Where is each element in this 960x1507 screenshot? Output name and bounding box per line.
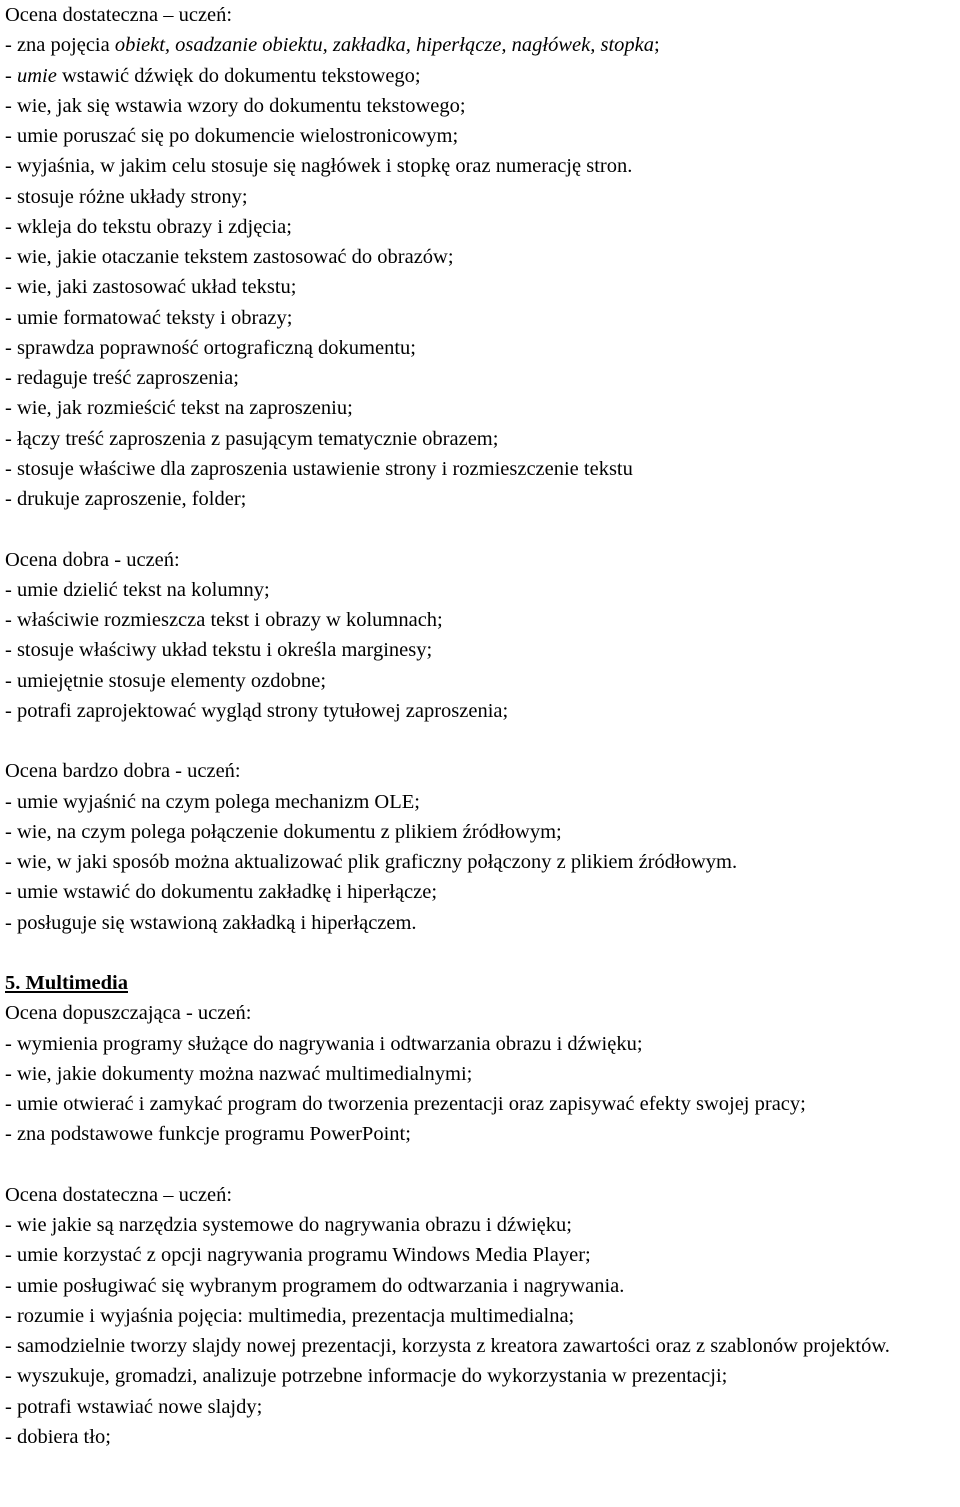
list-item: - wyszukuje, gromadzi, analizuje potrzebne informacje do wykorzystania w prezentacji; xyxy=(5,1365,728,1388)
list-item: - wie, jakie dokumenty można nazwać multimedialnymi; xyxy=(5,1062,473,1085)
list-item: - umie wstawić do dokumentu zakładkę i hiperłącze; xyxy=(5,881,438,904)
list-item: - wie, w jaki sposób można aktualizować plik graficzny połączony z plikiem źródłowym. xyxy=(5,851,738,873)
list-item: - posługuje się wstawioną zakładką i hiperłączem. xyxy=(5,911,417,934)
list-item: - wie, jaki zastosować układ tekstu; xyxy=(5,276,297,299)
list-item: - wie, na czym polega połączenie dokumentu z plikiem źródłowym; xyxy=(5,820,562,843)
list-item: - samodzielnie tworzy slajdy nowej prezentacji, korzysta z kreatora zawartości oraz z szablonów projektów. xyxy=(5,1335,890,1357)
spacer xyxy=(5,1150,960,1180)
grade-heading-dobra: Ocena dobra - uczeń: xyxy=(5,548,180,571)
list-item: - redaguje treść zaproszenia; xyxy=(5,367,239,389)
list-item: - stosuje właściwe dla zaproszenia ustawienie strony i rozmieszczenie tekstu xyxy=(5,457,633,480)
grade-heading-dostateczna: Ocena dostateczna – uczeń: xyxy=(5,4,233,26)
grade-heading-dostateczna-multimedia: Ocena dostateczna – uczeń: xyxy=(5,1183,233,1206)
list-item: - rozumie i wyjaśnia pojęcia: multimedia, prezentacja multimedialna; xyxy=(5,1304,575,1327)
list-item: - umie otwierać i zamykać program do tworzenia prezentacji oraz zapisywać efekty swojej pracy; xyxy=(5,1093,806,1115)
list-item: - zna pojęcia obiekt, osadzanie obiektu, zakładka, hiperłącze, nagłówek, stopka; xyxy=(5,34,660,57)
list-item: - stosuje właściwy układ tekstu i określa marginesy; xyxy=(5,639,433,662)
list-item: - umie dzielić tekst na kolumny; xyxy=(5,578,270,601)
list-item: - wie, jakie otaczanie tekstem zastosować do obrazów; xyxy=(5,246,454,268)
spacer xyxy=(5,726,960,756)
spacer xyxy=(5,938,960,968)
list-item: - wie, jak rozmieścić tekst na zaproszeniu; xyxy=(5,397,353,420)
section-title-multimedia: 5. Multimedia xyxy=(5,972,128,994)
list-item: - stosuje różne układy strony; xyxy=(5,185,248,208)
list-item: - umie wstawić dźwięk do dokumentu tekstowego; xyxy=(5,64,421,87)
list-item: - dobiera tło; xyxy=(5,1425,111,1448)
list-item: - wkleja do tekstu obrazy i zdjęcia; xyxy=(5,215,292,238)
list-item: - zna podstawowe funkcje programu PowerPoint; xyxy=(5,1123,411,1146)
list-item: - potrafi zaprojektować wygląd strony tytułowej zaproszenia; xyxy=(5,699,509,722)
list-item: - umie korzystać z opcji nagrywania programu Windows Media Player; xyxy=(5,1244,591,1267)
grade-heading-dopuszczajaca: Ocena dopuszczająca - uczeń: xyxy=(5,1002,252,1025)
list-item: - umie formatować teksty i obrazy; xyxy=(5,306,293,329)
list-item: - łączy treść zaproszenia z pasującym tematycznie obrazem; xyxy=(5,427,499,450)
spacer xyxy=(5,514,960,544)
list-item: - potrafi wstawiać nowe slajdy; xyxy=(5,1395,263,1418)
list-item: - umie posługiwać się wybranym programem do odtwarzania i nagrywania. xyxy=(5,1274,625,1297)
list-item: - wie, jak się wstawia wzory do dokumentu tekstowego; xyxy=(5,94,466,117)
list-item: - wie jakie są narzędzia systemowe do nagrywania obrazu i dźwięku; xyxy=(5,1214,572,1236)
list-item: - sprawdza poprawność ortograficzną dokumentu; xyxy=(5,336,416,359)
list-item: - umiejętnie stosuje elementy ozdobne; xyxy=(5,669,327,692)
list-item: - właściwie rozmieszcza tekst i obrazy w kolumnach; xyxy=(5,609,443,631)
list-item: - wyjaśnia, w jakim celu stosuje się nagłówek i stopkę oraz numerację stron. xyxy=(5,155,633,178)
list-item: - drukuje zaproszenie, folder; xyxy=(5,488,247,510)
list-item: - umie poruszać się po dokumencie wielostronicowym; xyxy=(5,125,459,147)
grade-heading-bardzo-dobra: Ocena bardzo dobra - uczeń: xyxy=(5,760,241,783)
list-item: - wymienia programy służące do nagrywania i odtwarzania obrazu i dźwięku; xyxy=(5,1032,643,1055)
list-item: - umie wyjaśnić na czym polega mechanizm OLE; xyxy=(5,790,420,813)
